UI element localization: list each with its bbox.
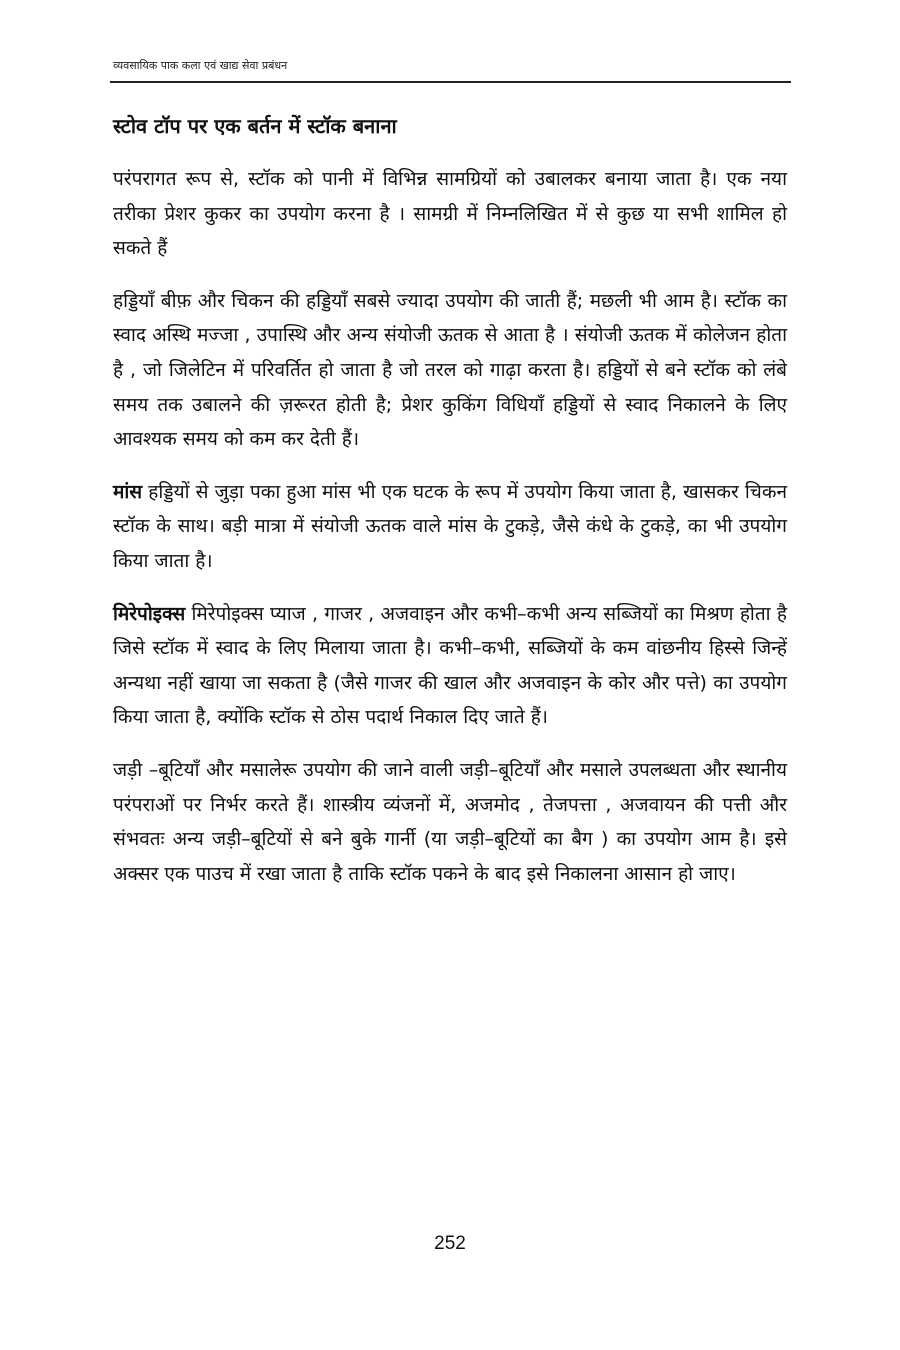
paragraph-intro (113, 162, 787, 266)
term-mirepoix: मिरेपोइक्स (113, 602, 186, 625)
paragraph-text: हड्डियों से जुड़ा पका हुआ मांस भी एक घटक के रूप में उपयोग किया जाता है, खासकर चिकन स्टॉक के साथ। बड़ी मात्रा में संयोजी ऊतक वाले मांस के टुकड़े, जैसे कंधे के टुकड़े, का भी उपयोग किया जाता है। (113, 480, 787, 572)
paragraph-meat (113, 475, 787, 579)
section-heading: स्टोव टॉप पर एक बर्तन में स्टॉक बनाना (113, 114, 397, 138)
paragraph-text: हड्डियाँ बीफ़ और चिकन की हड्डियाँ सबसे ज्यादा उपयोग की जाती हैं; मछली भी आम है। स्टॉक का स्वाद अस्थि मज्जा , उपास्थि और अन्य संयोजी ऊतक से आता है । संयोजी ऊतक में कोलेजन होता है , जो जिलेटिन में परिवर्तित हो जाता है जो तरल को गाढ़ा करता है। हड्डियों से बने स्टॉक को लंबे समय तक उबालने की ज़रूरत होती है; प्रेशर कुकिंग विधियाँ हड्डियों से स्वाद निकालने के लिए आवश्यक समय को कम कर देती हैं। (113, 289, 787, 451)
running-header: व्यवसायिक पाक कला एवं खाद्य सेवा प्रबंधन (113, 59, 288, 72)
paragraph-mirepoix (113, 597, 787, 735)
paragraph-text: परंपरागत रूप से, स्टॉक को पानी में विभिन्न सामग्रियों को उबालकर बनाया जाता है। एक नया तरीका प्रेशर कुकर का उपयोग करना है । सामग्री में निम्नलिखित में से कुछ या सभी शामिल हो सकते हैं (113, 168, 787, 260)
paragraph-bones (113, 284, 787, 457)
term-meat: मांस (113, 480, 143, 503)
paragraph-text: जड़ी –बूटियाँ और मसालेरू उपयोग की जाने वाली जड़ी–बूटियाँ और मसाले उपलब्धता और स्थानीय परंपराओं पर निर्भर करते हैं। शास्त्रीय व्यंजनों में, अजमोद , तेजपत्ता , अजवायन की पत्ती और संभवतः अन्य जड़ी–बूटियों से बने बुके गार्नी (या जड़ी–बूटियों का बैग ) का उपयोग आम है। इसे अक्सर एक पाउच में रखा जाता है ताकि स्टॉक पकने के बाद इसे निकालना आसान हो जाए। (113, 758, 787, 885)
paragraph-text: मिरेपोइक्स प्याज , गाजर , अजवाइन और कभी–कभी अन्य सब्जियों का मिश्रण होता है जिसे स्टॉक में स्वाद के लिए मिलाया जाता है। कभी–कभी, सब्जियों के कम वांछनीय हिस्से जिन्हें अन्यथा नहीं खाया जा सकता है (जैसे गाजर की खाल और अजवाइन के कोर और पत्ते) का उपयोग किया जाता है, क्योंकि स्टॉक से ठोस पदार्थ निकाल दिए जाते हैं। (113, 602, 787, 729)
page-number: 252 (434, 1233, 466, 1254)
page-body (113, 108, 787, 909)
header-divider (110, 81, 791, 83)
paragraph-herbs (113, 753, 787, 891)
